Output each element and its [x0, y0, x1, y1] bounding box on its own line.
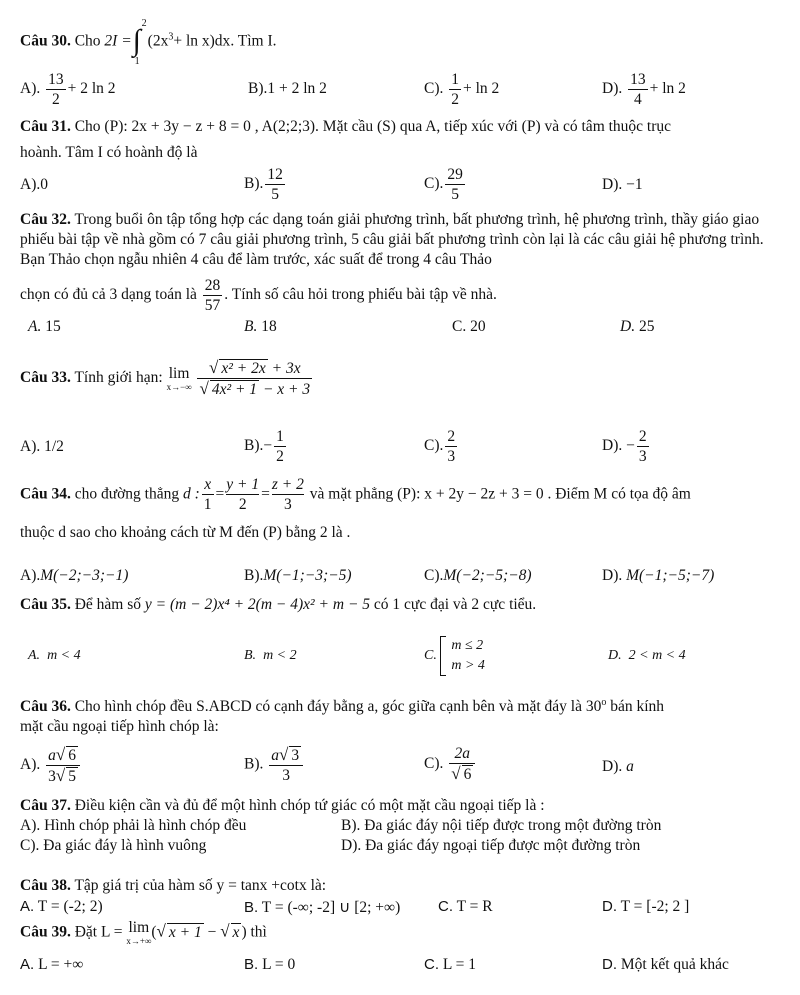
limit: lim x→+∞ — [126, 919, 152, 946]
option-d[interactable]: D). a — [602, 758, 634, 775]
question-number: Câu 31. — [20, 118, 71, 135]
option-d[interactable]: D). − $\frac{2}{3}$ — [602, 428, 647, 465]
option-c[interactable]: C).M(−2;−5;−8) — [424, 567, 532, 584]
question-35: Câu 35. Để hàm số y = (m − 2)x⁴ + 2(m − 4)x² + m − 5 có 1 cực đại và 2 cực tiểu. — [20, 596, 537, 613]
question-number: Câu 38. — [20, 877, 71, 894]
option-a[interactable]: A). $\frac{13}{2}$ + 2 ln 2 — [20, 71, 116, 108]
option-b[interactable]: B).1 + 2 ln 2 — [248, 80, 327, 97]
question-37: Câu 37. Điều kiện cần và đủ để một hình chóp tứ giác có một mặt cầu ngoại tiếp là : — [20, 797, 545, 814]
option-a[interactable]: A. T = (-2; 2) — [20, 898, 103, 915]
question-33: Câu 33. Tính giới hạn: lim x→−∞ $\frac{\text{√ x² + 2x + 3x}}{\text{√ 4x² + 1 − x + 3}}$ — [20, 358, 311, 398]
option-a[interactable]: A. m < 4 — [28, 648, 81, 663]
option-d[interactable]: D. 2 < m < 4 — [608, 648, 686, 663]
option-c[interactable]: C. T = R — [438, 898, 493, 915]
option-c[interactable]: C). $\frac{2}{3}$ — [424, 428, 456, 465]
option-c[interactable]: C. L = 1 — [424, 956, 477, 973]
option-b[interactable]: B. T = (-∞; -2] ∪ [2; +∞) — [244, 899, 401, 916]
question-32-last: chọn có đủ cả 3 dạng toán là $\frac{28}{57}$ . Tính số câu hỏi trong phiếu bài tập về nhà. — [20, 277, 497, 314]
question-number: Câu 37. — [20, 797, 71, 814]
question-31-line2: hoành. Tâm I có hoành độ là — [20, 144, 198, 161]
bracket — [440, 636, 446, 676]
option-d[interactable]: D. T = [-2; 2 ] — [602, 898, 690, 915]
option-a[interactable]: A).0 — [20, 176, 48, 193]
question-30: Câu 30. Cho 2I = ∫ 2 1 $(2x^3+ \ln x)dx$. Tìm I. — [20, 18, 277, 67]
question-number: Câu 33. — [20, 369, 71, 387]
option-d[interactable]: D). −1 — [602, 176, 643, 193]
question-38: Câu 38. Tập giá trị của hàm số y = tanx +cotx là: — [20, 877, 327, 894]
option-c[interactable]: C). $\frac{29}{5}$ — [424, 166, 463, 203]
limit: lim x→−∞ — [166, 364, 192, 392]
question-34: Câu 34. cho đường thẳng d : $\frac{x}{1}$ = $\frac{y + 1}{2}$ = $\frac{z + 2}{3}$ và mặt phẳng (P): x + 2y − 2z + 3 = 0 . Điểm M có tọa độ âm — [20, 476, 691, 513]
option-b[interactable]: B. 18 — [244, 318, 277, 335]
question-32: Câu 32. Trong buổi ôn tập tổng hợp các dạng toán giải phương trình, bất phương trình, hệ phương trình, thầy giáo giao phiếu bài tập về nhà gồm có 7 câu giải phương trình, 5 câu giải bất phương trình còn lại là các câu giải hệ phương trình. Bạn Thảo chọn ngẫu nhiên 4 câu để làm trước, xác suất để trong 4 câu Thảo — [20, 211, 764, 268]
option-d[interactable]: D). $\frac{13}{4}$ + ln 2 — [602, 71, 686, 108]
question-36: Câu 36. Cho hình chóp đều S.ABCD có cạnh đáy bằng a, góc giữa cạnh bên và mặt đáy là 30$^o$ bán kính — [20, 697, 665, 716]
question-number: Câu 35. — [20, 596, 71, 613]
question-34-line2: thuộc d sao cho khoảng cách từ M đến (P) bằng 2 là . — [20, 524, 351, 541]
option-d[interactable]: D. Một kết quả khác — [602, 956, 729, 973]
option-d[interactable]: D). M(−1;−5;−7) — [602, 567, 715, 584]
option-d[interactable]: D). Đa giác đáy ngoại tiếp được một đường tròn — [341, 837, 641, 854]
option-a[interactable]: A).M(−2;−3;−1) — [20, 567, 129, 584]
option-a[interactable]: A). 1/2 — [20, 438, 64, 455]
option-b[interactable]: B).M(−1;−3;−5) — [244, 567, 352, 584]
limit-expression: $\frac{\text{√ x² + 2x + 3x}}{\text{√ 4x² + 1 − x + 3}}$ — [199, 358, 311, 398]
question-36-line2: mặt cầu ngoại tiếp hình chóp là: — [20, 718, 219, 735]
option-b[interactable]: B). Đa giác đáy nội tiếp được trong một đường tròn — [341, 817, 662, 834]
integral-sign: ∫ 2 1 — [132, 18, 147, 67]
option-b[interactable]: B).− $\frac{1}{2}$ — [244, 428, 284, 465]
option-b[interactable]: B. m < 2 — [244, 648, 297, 663]
question-31: Câu 31. Cho (P): 2x + 3y − z + 8 = 0 , A(2;2;3). Mặt cầu (S) qua A, tiếp xúc với (P) và có tâm thuộc trục — [20, 118, 672, 135]
option-b[interactable]: B. L = 0 — [244, 956, 296, 973]
option-a[interactable]: A). $\frac{a√ 6}{3√ 5}$ — [20, 745, 82, 786]
question-number: Câu 36. — [20, 698, 71, 716]
option-c[interactable]: C. 20 — [452, 318, 486, 335]
option-d[interactable]: D. 25 — [620, 318, 655, 335]
option-b[interactable]: B). $\frac{a√ 3}{3}$ — [244, 745, 305, 785]
option-a[interactable]: A. 15 — [28, 318, 61, 335]
option-c[interactable]: C). $\frac{1}{2}$ + ln 2 — [424, 71, 500, 108]
option-a[interactable]: A. L = +∞ — [20, 956, 84, 973]
option-c[interactable]: C. m ≤ 2 m > 4 — [424, 636, 485, 676]
question-number: Câu 30. — [20, 32, 71, 50]
option-b[interactable]: B). $\frac{12}{5}$ — [244, 166, 283, 203]
option-c[interactable]: C). $\frac{2a}{√ 6}$ — [424, 745, 477, 784]
question-number: Câu 34. — [20, 485, 71, 503]
option-a[interactable]: A). Hình chóp phải là hình chóp đều — [20, 817, 247, 834]
question-number: Câu 32. — [20, 211, 71, 228]
question-number: Câu 39. — [20, 923, 71, 941]
question-39: Câu 39. Đặt L = lim x→+∞ (√ x + 1 − √ x ) thì — [20, 919, 267, 946]
option-c[interactable]: C). Đa giác đáy là hình vuông — [20, 837, 207, 854]
